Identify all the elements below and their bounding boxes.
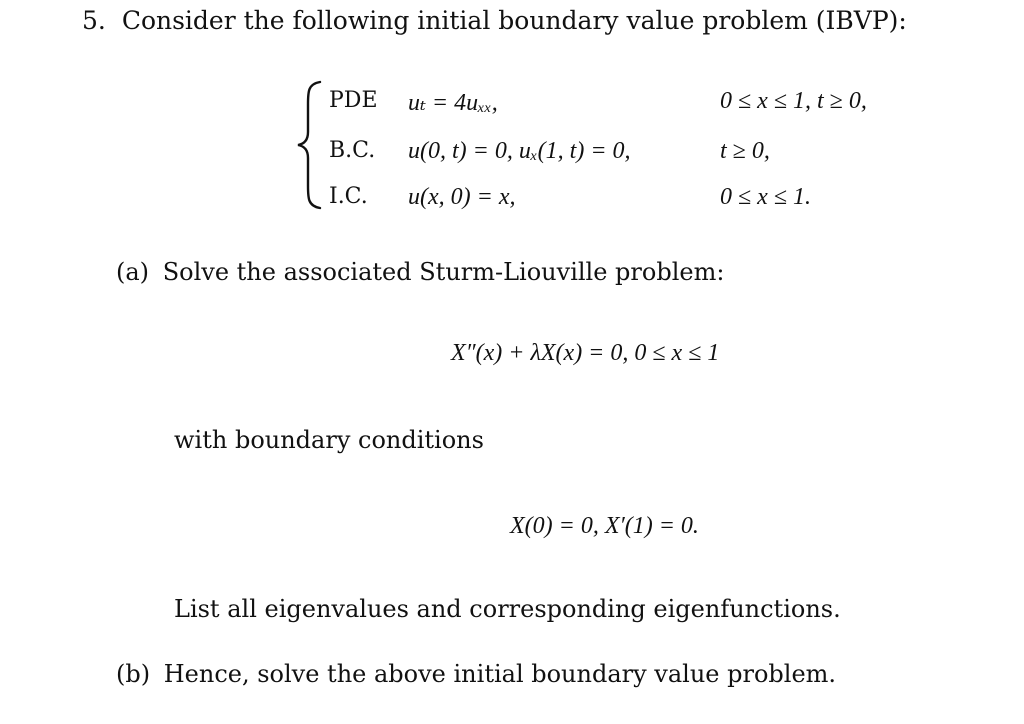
- part-b-marker: (b): [116, 660, 151, 688]
- part-a-heading: [116, 258, 724, 286]
- problem-header: [82, 6, 907, 35]
- list-eigen-text: List all eigenvalues and corresponding eigenfunctions.: [174, 595, 841, 623]
- with-boundary-text: with boundary conditions: [174, 426, 484, 454]
- left-brace: [296, 80, 326, 210]
- part-a-text: Solve the associated Sturm-Liouville problem:: [162, 258, 725, 286]
- problem-number: 5.: [82, 6, 106, 35]
- pde-equation: uₜ = 4uₓₓ,: [408, 90, 498, 116]
- row-label-ic: I.C.: [329, 184, 368, 209]
- part-b-heading: [116, 660, 836, 688]
- row-label-pde: PDE: [329, 88, 378, 113]
- ic-equation: u(x, 0) = x,: [408, 184, 516, 210]
- row-label-bc: B.C.: [329, 138, 376, 163]
- bc-range: t ≥ 0,: [720, 138, 770, 164]
- pde-range: 0 ≤ x ≤ 1, t ≥ 0,: [720, 88, 867, 114]
- sturm-liouville-ode: X″(x) + λX(x) = 0, 0 ≤ x ≤ 1: [451, 340, 720, 366]
- problem-intro: Consider the following initial boundary value problem (IBVP):: [121, 6, 907, 35]
- part-a-marker: (a): [116, 258, 150, 286]
- sl-boundary-conditions: X(0) = 0, X′(1) = 0.: [510, 513, 699, 539]
- ic-range: 0 ≤ x ≤ 1.: [720, 184, 811, 210]
- bc-equation: u(0, t) = 0, uₓ(1, t) = 0,: [408, 138, 631, 164]
- part-b-text: Hence, solve the above initial boundary value problem.: [163, 660, 837, 688]
